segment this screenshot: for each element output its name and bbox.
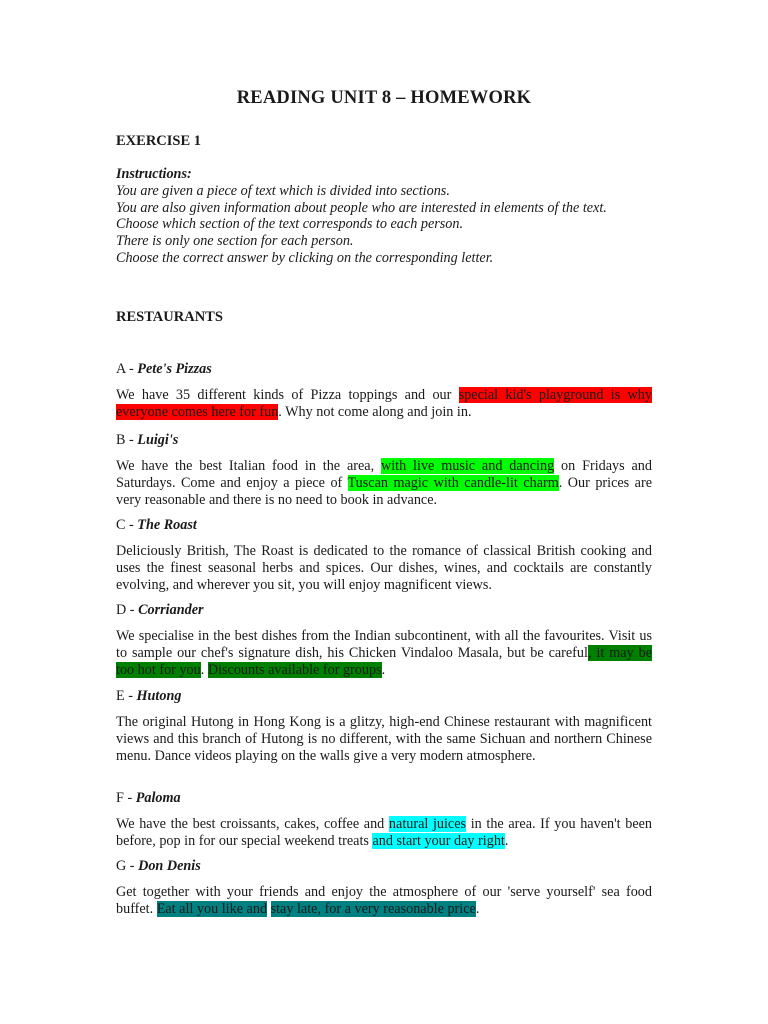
restaurant-name: The Roast (137, 517, 197, 533)
highlighted-phrase: Tuscan magic with candle-lit charm (347, 475, 559, 491)
instruction-line: Choose which section of the text corresponds to each person. (116, 216, 464, 233)
restaurant-name: Corriander (138, 602, 204, 618)
restaurant-description (116, 458, 652, 509)
restaurant-title[interactable]: E - Hutong (116, 688, 182, 704)
restaurant-section-c (116, 516, 652, 594)
restaurant-letter: C (116, 517, 126, 533)
text-run: Get together with your friends and enjoy the atmosphere of our 'serve yourself' sea food buffet. (116, 884, 652, 917)
text-run: . Our prices are very reasonable and there is no need to book in advance. (116, 475, 652, 508)
restaurant-section-e (116, 687, 652, 765)
restaurant-title[interactable]: C - The Roast (116, 517, 197, 533)
restaurant-section-b (116, 431, 652, 509)
restaurant-letter: E (116, 688, 125, 704)
restaurant-description (116, 714, 652, 765)
highlighted-phrase: natural juices (388, 816, 467, 832)
instruction-line: You are also given information about people who are interested in elements of the text. (116, 199, 607, 216)
restaurant-section-g (116, 857, 652, 918)
restaurant-letter: F (116, 790, 124, 806)
text-run: We have the best Italian food in the area, (116, 458, 381, 474)
text-run: . (381, 662, 386, 678)
exercise-heading: EXERCISE 1 (116, 133, 202, 149)
restaurant-title[interactable]: B - Luigi's (116, 432, 179, 448)
restaurant-section-d (116, 601, 652, 679)
text-run: Deliciously British, The Roast is dedicated to the romance of classical British cooking and uses the finest seasonal herbs and spices. Our dishes, wines, and cocktails are constantly evolving, and wherever you sit, you will enjoy magnificent views. (116, 543, 652, 593)
text-run: We specialise in the best dishes from the Indian subcontinent, with all the favourites. Visit us to sample our chef's signature dish, his Chicken Vindaloo Masala, but be careful (116, 628, 652, 661)
highlighted-phrase: stay late, for a very reasonable price (270, 901, 476, 917)
restaurant-section-f (116, 789, 652, 850)
restaurant-description (116, 628, 652, 679)
instructions-heading: Instructions: (116, 166, 192, 182)
page-title: READING UNIT 8 – HOMEWORK (236, 88, 532, 108)
restaurant-title[interactable]: F - Paloma (116, 790, 181, 806)
restaurant-description (116, 543, 652, 594)
highlighted-phrase: Eat all you like and (156, 901, 268, 917)
restaurant-title[interactable]: A - Pete's Pizzas (116, 361, 212, 377)
restaurant-description (116, 816, 652, 850)
section-heading: RESTAURANTS (116, 309, 223, 325)
text-run: We have 35 different kinds of Pizza toppings and our (116, 387, 459, 403)
text-run: . (475, 901, 480, 917)
highlighted-phrase: with live music and dancing (380, 458, 555, 474)
restaurant-letter: A (116, 361, 126, 377)
restaurant-name: Don Denis (138, 858, 201, 874)
restaurant-description (116, 884, 652, 918)
highlighted-phrase: , it may be too hot for you (116, 645, 652, 678)
restaurant-name: Hutong (136, 688, 182, 704)
text-run: . Why not come along and join in. (278, 404, 472, 420)
highlighted-phrase: Discounts available for groups (207, 662, 382, 678)
restaurant-letter: D (116, 602, 127, 618)
highlighted-phrase: and start your day right (372, 833, 505, 849)
instruction-line: Choose the correct answer by clicking on the corresponding letter. (116, 249, 494, 266)
instructions-block (116, 166, 652, 267)
restaurant-description (116, 387, 652, 421)
instruction-line: You are given a piece of text which is divided into sections. (116, 182, 450, 199)
instruction-line: There is only one section for each person. (116, 233, 354, 250)
restaurant-title[interactable]: D - Corriander (116, 602, 204, 618)
text-run: The original Hutong in Hong Kong is a glitzy, high-end Chinese restaurant with magnificent views and this branch of Hutong is no different, with the same Sichuan and northern Chinese menu. Dance videos playing on the walls give a very modern atmosphere. (116, 714, 652, 764)
restaurant-title[interactable]: G - Don Denis (116, 858, 201, 874)
restaurant-name: Pete's Pizzas (137, 361, 212, 377)
restaurant-letter: G (116, 858, 127, 874)
restaurant-letter: B (116, 432, 126, 448)
restaurant-name: Paloma (135, 790, 181, 806)
text-run: . (504, 833, 509, 849)
text-run: . (200, 662, 208, 678)
text-run: on Fridays and Saturdays. Come and enjoy a piece of (116, 458, 652, 491)
highlighted-phrase: special kid's playground is why everyone comes here for fun (116, 387, 652, 420)
restaurant-section-a (116, 360, 652, 421)
text-run: We have the best croissants, cakes, coffee and (116, 816, 389, 832)
text-run: in the area. If you haven't been before, pop in for our special weekend treats (116, 816, 653, 849)
restaurant-name: Luigi's (137, 432, 179, 448)
